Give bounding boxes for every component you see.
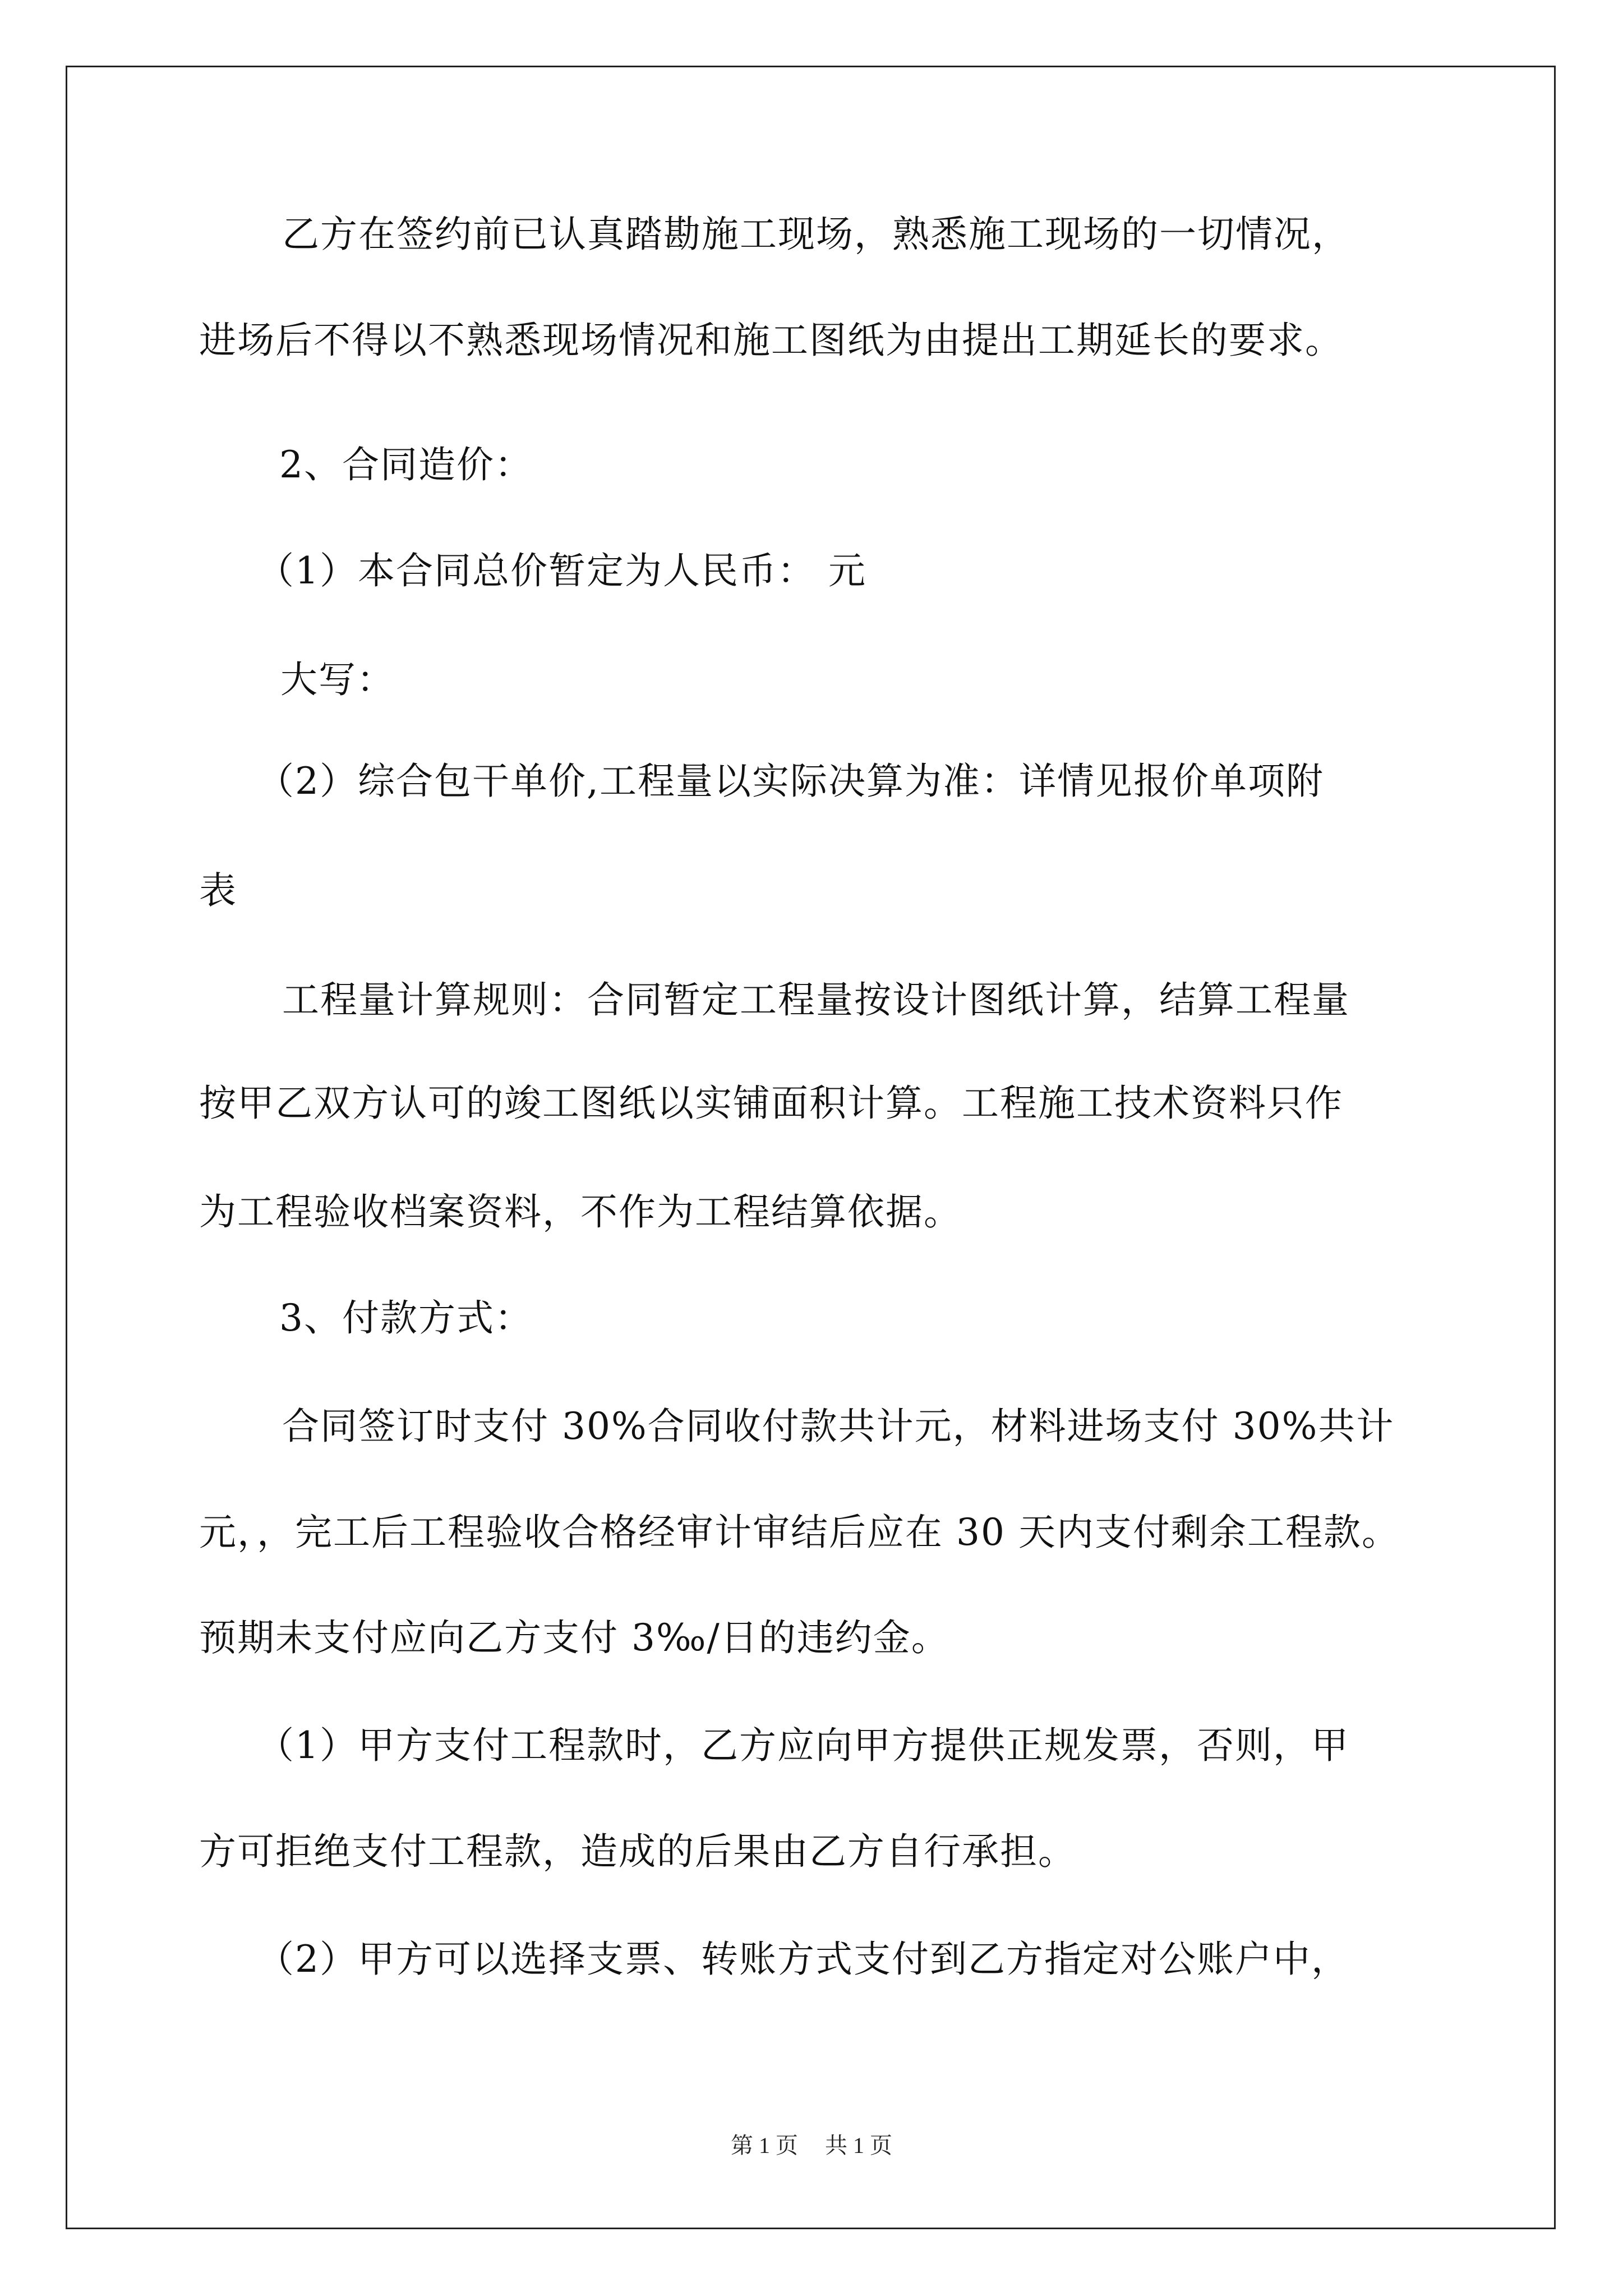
text-line: 合同签订时支付 30%合同收付款共计元，材料进场支付 30%共计 <box>282 1405 1395 1448</box>
text-line: 元，，完工后工程验收合格经审计审结后应在 30 天内支付剩余工程款。 <box>199 1511 1400 1554</box>
text-line: （2）综合包干单价,工程量以实际决算为准：详情见报价单项附 <box>257 760 1324 803</box>
text-line: 进场后不得以不熟悉现场情况和施工图纸为由提出工期延长的要求。 <box>199 319 1343 362</box>
text-line: 表 <box>199 869 237 912</box>
section-heading: 3、付款方式： <box>279 1296 533 1340</box>
text-line: 方可拒绝支付工程款，造成的后果由乙方自行承担。 <box>199 1830 1076 1873</box>
text-line: 工程量计算规则：合同暂定工程量按设计图纸计算，结算工程量 <box>282 978 1350 1022</box>
section-heading: 2、合同造价： <box>279 443 533 486</box>
text-line: 大写： <box>280 658 395 701</box>
text-line: 预期未支付应向乙方支付 3‰/日的违约金。 <box>199 1616 949 1659</box>
text-line: 乙方在签约前已认真踏勘施工现场，熟悉施工现场的一切情况， <box>282 213 1350 256</box>
text-line: 按甲乙双方认可的竣工图纸以实铺面积计算。工程施工技术资料只作 <box>199 1082 1343 1125</box>
page-footer <box>0 2132 1623 2160</box>
page-border <box>66 66 1556 2229</box>
text-line: 为工程验收档案资料，不作为工程结算依据。 <box>199 1190 962 1234</box>
text-line: （1）本合同总价暂定为人民币： 元 <box>257 549 866 592</box>
text-line: （2）甲方可以选择支票、转账方式支付到乙方指定对公账户中， <box>257 1938 1349 1981</box>
text-line: （1）甲方支付工程款时，乙方应向甲方提供正规发票，否则，甲 <box>257 1724 1349 1767</box>
page-number: 第 1 页 <box>731 2133 798 2158</box>
page-total: 共 1 页 <box>825 2133 892 2158</box>
